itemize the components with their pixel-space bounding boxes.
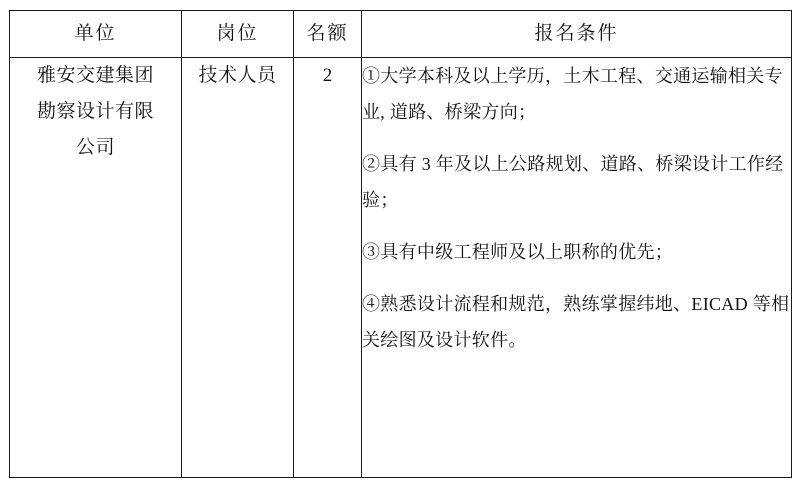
post-label: 技术人员 bbox=[198, 65, 277, 86]
cell-unit bbox=[10, 58, 182, 478]
quota-value: 2 bbox=[322, 65, 333, 86]
condition-item-4: ④熟悉设计流程和规范，熟练掌握纬地、EICAD 等相关绘图及设计软件。 bbox=[362, 294, 790, 350]
cell-conditions bbox=[362, 58, 792, 478]
recruitment-table bbox=[9, 10, 792, 478]
condition-item-1: ①大学本科及以上学历，土木工程、交通运输相关专业, 道路、桥梁方向； bbox=[362, 66, 783, 122]
column-header-unit-label: 单位 bbox=[74, 23, 117, 44]
column-header-conditions-label: 报名条件 bbox=[534, 23, 619, 44]
condition-item-2: ②具有 3 年及以上公路规划、道路、桥梁设计工作经验； bbox=[362, 154, 784, 210]
column-header-conditions bbox=[362, 11, 792, 58]
condition-item-3: ③具有中级工程师及以上职称的优先； bbox=[362, 242, 674, 262]
unit-line-1: 雅安交建集团 bbox=[36, 65, 154, 86]
unit-line-2: 勘察设计有限 bbox=[36, 101, 154, 122]
column-header-quota-label: 名额 bbox=[306, 23, 349, 44]
table-header-row bbox=[10, 11, 792, 58]
column-header-quota bbox=[294, 11, 362, 58]
column-header-unit bbox=[10, 11, 182, 58]
cell-quota bbox=[294, 58, 362, 478]
table-row bbox=[10, 58, 792, 478]
unit-line-3: 公司 bbox=[75, 137, 115, 158]
cell-post bbox=[182, 58, 294, 478]
column-header-post-label: 岗位 bbox=[216, 23, 259, 44]
column-header-post bbox=[182, 11, 294, 58]
